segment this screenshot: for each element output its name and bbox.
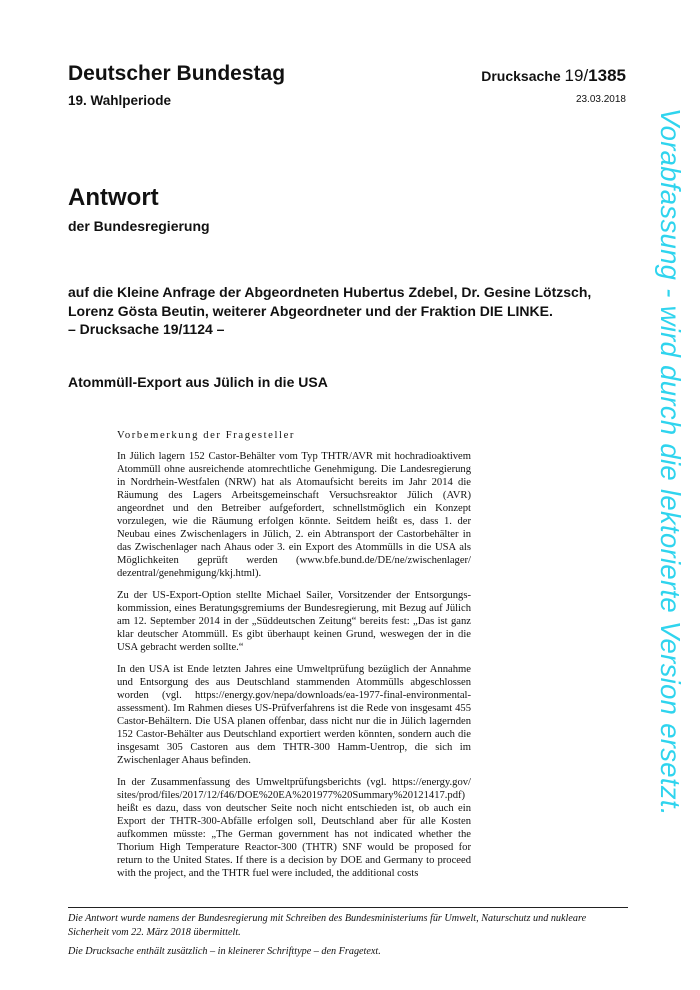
drucksache-value: 19/1385: [564, 66, 626, 85]
inquiry-line: auf die Kleine Anfrage der Abgeordneten Hubertus Zdebel, Dr. Gesine Lötzsch,: [68, 284, 592, 300]
watermark-text: Vorabfassung - wird durch die lektorierte Version ersetzt.: [655, 108, 686, 816]
institution-title: Deutscher Bundestag: [68, 62, 286, 85]
footer-divider: [68, 907, 628, 908]
document-type-heading: Antwort: [68, 184, 159, 211]
inquiry-line: Lorenz Gösta Beutin, weiterer Abgeordneter und der Fraktion DIE LINKE.: [68, 302, 553, 319]
document-author: der Bundesregierung: [68, 218, 210, 234]
inquiry-reference: [68, 283, 628, 339]
footer-note: Die Antwort wurde namens der Bundesregierung mit Schreiben des Bundesministeriums für Umwelt, Naturschutz und nukleare Sicherheit vom 22. März 2018 übermittelt.: [68, 913, 587, 938]
footer-notes: [68, 912, 628, 965]
inquiry-line: – Drucksache 19/1124 –: [68, 321, 225, 337]
drucksache-number: [481, 66, 626, 86]
draft-watermark: [648, 108, 688, 904]
body-paragraph: In den USA ist Ende letzten Jahres eine Umweltprüfung bezüglich der Annahme und Entsorgung des aus Deutschland stammenden Atommülls abgeschlossen worden (vgl. https://energy.gov/nepa/downloads/ea-1977-final-environmental-assessment). Im Rahmen dieses US-Prüfverfahrens ist die Rede von insgesamt 455 Castor-Behältern. Die USA planen offenbar, dass nicht nur die in Jülich lagernden 152 Castor-Behälter aus Deutschland exportiert werden könnten, sondern auch die insgesamt 305 Castoren aus dem THTR-300 Hamm-Uentrop, die sich im Zwischenlager Ahaus befinden.: [117, 664, 471, 766]
body-paragraph: Zu der US-Export-Option stellte Michael Sailer, Vorsitzender der Entsorgungskommission, eines Beratungsgremiums der Bundesregierung, mit Bezug auf Jülich am 12. September 2014 in der „Süddeutschen Zeitung“ bereits fest: „Das ist ganz klar deutscher Atommüll. Es gibt überhaupt keinen Grund, weswegen der in die USA gebracht werden sollte.“: [117, 590, 471, 653]
footer-note: Die Drucksache enthält zusätzlich – in kleinerer Schrifttype – den Fragetext.: [68, 946, 381, 957]
document-date: 23.03.2018: [575, 94, 626, 105]
legislative-period: 19. Wahlperiode: [68, 93, 172, 108]
body-paragraph: In Jülich lagern 152 Castor-Behälter vom Typ THTR/AVR mit hochradioaktivem Atommüll ohne ausreichende atomrechtliche Genehmigung. Die Landesregierung in Nordrhein-Westfalen (NRW) hat als Atomaufsicht bereits im Jahr 2014 die Räumung des Lagers Arbeitsgemeinschaft Versuchsreaktor Jülich (AVR) angeordnet und den Betreiber aufgefordert, schnellstmöglich ein Konzept vorzulegen, wie die Räumung erfolgen könnte. Seitdem heißt es, dass 1. der Neubau eines Zwischenlagers in Jülich, 2. ein Abtransport der Castorbehälter in das Zwischenlager nach Ahaus oder 3. ein Export des Atommülls in die USA als Möglichkeiten geprüft werden (www.bfe.bund.de/DE/ne/zwischenlager/ dezentral/genehmigung/kkj.html).: [117, 451, 471, 579]
topic-title: Atommüll-Export aus Jülich in die USA: [68, 374, 328, 390]
preliminary-remarks: [117, 429, 471, 889]
body-paragraph: In der Zusammenfassung des Umweltprüfungsberichts (vgl. https://energy.gov/ sites/prod/files/2017/12/f46/DOE%20EA%201977%20Summary%20121417.pdf) heißt es dazu, dass von deutscher Seite noch nicht entschieden ist, ob auch ein Export der THTR-300-Abfälle erfolgen soll, Deutschland aber für alle Kosten aufkommen müsste: „The German government has not indicated whether the Thorium High Temperature Reactor-300 (THTR) SNF would be proposed for return to the United States. If there is a decision by DOE and Germany to proceed with the project, and the THTR fuel were included, the additional costs: [117, 777, 471, 879]
drucksache-label: Drucksache: [481, 68, 561, 84]
preliminary-heading: Vorbemerkung der Fragesteller: [117, 430, 295, 441]
